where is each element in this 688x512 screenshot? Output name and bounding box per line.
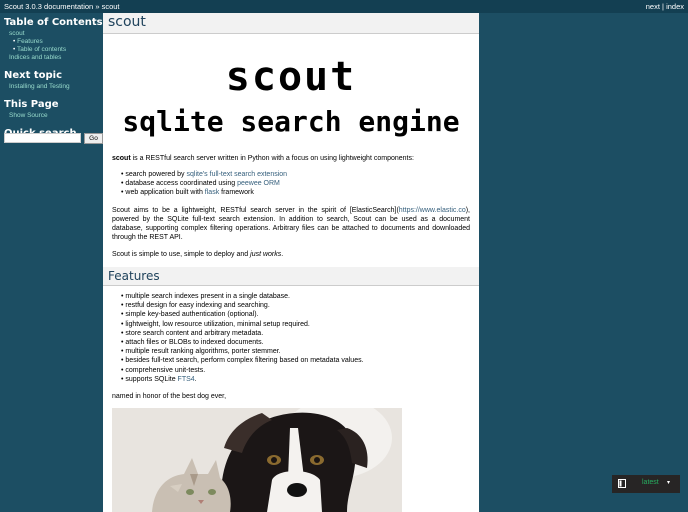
simple-paragraph bbox=[112, 250, 470, 259]
list-item bbox=[121, 179, 471, 188]
peewee-link[interactable]: peewee ORM bbox=[237, 180, 280, 188]
bullet-text: search powered by bbox=[125, 171, 187, 178]
description-paragraph bbox=[112, 206, 470, 242]
intro-paragraph bbox=[112, 154, 470, 163]
features-heading-bar bbox=[103, 267, 479, 286]
intro-text: is a RESTful search server written in Python with a focus on using lightweight components: bbox=[130, 155, 414, 162]
para1-rest: ), powered by the SQLite full-text search extension. In addition to search, Scout can be used as a document database, supporting complex filtering operations. Arbitrary files can be attached to documents and downloaded through the REST API. bbox=[112, 207, 470, 241]
related-links bbox=[646, 0, 684, 13]
breadcrumb bbox=[4, 0, 120, 13]
list-item: • besides full-text search, perform complex filtering based on metadata values. bbox=[121, 356, 471, 365]
toc-item-table-of-contents[interactable]: Table of contents bbox=[16, 46, 67, 53]
para2-text: Scout is simple to use, simple to deploy and bbox=[112, 251, 251, 258]
next-topic-link[interactable]: Installing and Testing bbox=[9, 83, 70, 90]
list-item: • restful design for easy indexing and searching. bbox=[121, 301, 471, 310]
features-list bbox=[121, 292, 471, 384]
sqlite-fts-link[interactable]: sqlite's full-text search extension bbox=[186, 171, 288, 178]
toc-title: Table of Contents bbox=[4, 17, 103, 28]
breadcrumb-separator: » bbox=[93, 2, 102, 11]
fts4-link[interactable]: FTS4 bbox=[177, 375, 195, 383]
page-title-bar bbox=[103, 13, 479, 34]
quick-search-form bbox=[4, 133, 100, 144]
component-list bbox=[121, 170, 471, 198]
dog-caption: named in honor of the best dog ever, bbox=[112, 393, 227, 400]
list-item: • store search content and arbitrary metadata. bbox=[121, 329, 471, 338]
bullet-text: database access coordinated using bbox=[125, 180, 238, 188]
search-go-button[interactable]: Go bbox=[84, 133, 103, 144]
this-page-title: This Page bbox=[4, 99, 59, 110]
top-nav-bar bbox=[0, 0, 688, 13]
list-item bbox=[121, 375, 471, 384]
features-heading: Features bbox=[108, 269, 160, 283]
caret-down-icon: ▾ bbox=[667, 480, 671, 486]
list-item: • attach files or BLOBs to indexed documents. bbox=[121, 338, 471, 347]
next-link[interactable]: next bbox=[645, 2, 660, 11]
para2-end: . bbox=[281, 251, 284, 258]
fts-text: supports SQLite bbox=[125, 375, 178, 383]
dog-photo bbox=[112, 408, 402, 512]
sidebar bbox=[0, 13, 103, 141]
list-item bbox=[121, 170, 471, 179]
search-input[interactable] bbox=[4, 133, 81, 143]
index-link[interactable]: index bbox=[666, 2, 684, 11]
list-item bbox=[121, 188, 471, 197]
flask-link[interactable]: flask bbox=[204, 189, 220, 197]
main-content bbox=[103, 13, 479, 512]
toc-root-link[interactable]: scout bbox=[9, 30, 25, 37]
bullet-text: framework bbox=[219, 189, 254, 197]
book-icon bbox=[618, 479, 626, 488]
fts-end: . bbox=[194, 375, 197, 383]
next-topic-title: Next topic bbox=[4, 70, 63, 81]
logo-line-2: sqlite search engine bbox=[122, 105, 460, 138]
related-separator: | bbox=[659, 2, 667, 11]
version-label: latest bbox=[642, 479, 659, 486]
list-item: • simple key-based authentication (optional). bbox=[121, 310, 471, 319]
dog-and-cat-image bbox=[112, 408, 402, 512]
breadcrumb-root-link[interactable]: Scout 3.0.3 documentation bbox=[4, 2, 94, 11]
bullet-text: web application built with bbox=[125, 189, 205, 197]
show-source-link[interactable]: Show Source bbox=[9, 112, 48, 119]
list-item: • multiple search indexes present in a single database. bbox=[121, 292, 471, 301]
elastic-link[interactable]: https://www.elastic.co bbox=[398, 207, 466, 214]
toc-indices-link[interactable]: Indices and tables bbox=[9, 54, 62, 61]
intro-bold: scout bbox=[112, 155, 131, 162]
breadcrumb-current-link[interactable]: scout bbox=[101, 2, 120, 11]
logo-line-1: scout bbox=[225, 54, 357, 100]
page-title: scout bbox=[108, 14, 146, 30]
para1-text: Scout aims to be a lightweight, RESTful search server in the spirit of [ElasticSearch]( bbox=[112, 207, 399, 214]
list-item: • lightweight, low resource utilization, minimal setup required. bbox=[121, 320, 471, 329]
toc-item-features[interactable]: Features bbox=[17, 38, 43, 45]
list-item: • comprehensive unit-tests. bbox=[121, 366, 471, 375]
para2-emphasis: just works bbox=[250, 251, 282, 258]
toc-list bbox=[0, 30, 103, 62]
list-item: • multiple result ranking algorithms, porter stemmer. bbox=[121, 347, 471, 356]
version-selector[interactable] bbox=[612, 475, 680, 493]
